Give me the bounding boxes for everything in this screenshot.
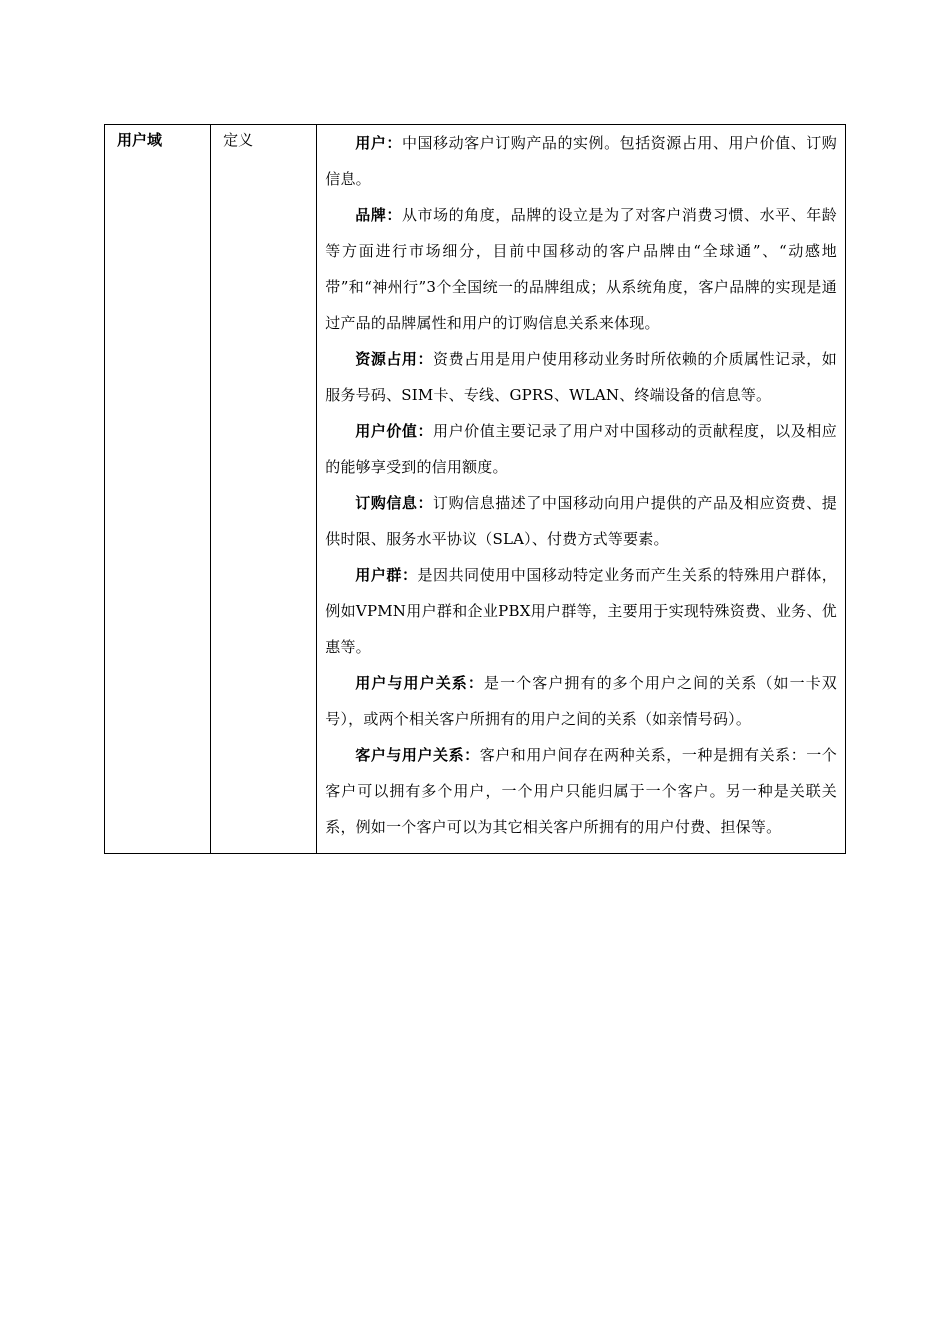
definition-term: 资源占用 [355, 350, 418, 368]
definition-text: 从市场的角度，品牌的设立是为了对客户消费习惯、水平、年龄等方面进行市场细分，目前中国移动的客户品牌由“全球通”、“动感地带”和“神州行”3个全国统一的品牌组成；从系统角度，客户品牌的实现是通过产品的品牌属性和用户的订购信息关系来体现。 [325, 206, 838, 332]
definition-text: 中国移动客户订购产品的实例。包括资源占用、用户价值、订购信息。 [325, 134, 838, 188]
definition-text: 用户价值主要记录了用户对中国移动的贡献程度，以及相应的能够享受到的信用额度。 [325, 422, 837, 476]
definition-term: 用户群 [355, 566, 402, 584]
definition-paragraph: 用户价值：用户价值主要记录了用户对中国移动的贡献程度，以及相应的能够享受到的信用额度。 [325, 422, 837, 476]
definition-term: 客户与用户关系 [355, 746, 465, 764]
definition-term: 用户价值 [355, 422, 418, 440]
definition-term: 品牌 [355, 206, 387, 224]
definition-text: 资费占用是用户使用移动业务时所依赖的介质属性记录，如服务号码、SIM卡、专线、GPRS、WLAN、终端设备的信息等。 [325, 350, 837, 404]
definition-text: 客户和用户间存在两种关系，一种是拥有关系：一个客户可以拥有多个用户，一个用户只能归属于一个客户。另一种是关联关系，例如一个客户可以为其它相关客户所拥有的用户付费、担保等。 [325, 746, 838, 836]
definition-paragraph: 资源占用：资费占用是用户使用移动业务时所依赖的介质属性记录，如服务号码、SIM卡、专线、GPRS、WLAN、终端设备的信息等。 [325, 350, 837, 404]
definition-term: 用户与用户关系 [355, 674, 468, 692]
definition-paragraph: 品牌：从市场的角度，品牌的设立是为了对客户消费习惯、水平、年龄等方面进行市场细分，目前中国移动的客户品牌由“全球通”、“动感地带”和“神州行”3个全国统一的品牌组成；从系统角度，客户品牌的实现是通过产品的品牌属性和用户的订购信息关系来体现。 [325, 206, 838, 332]
definition-text: 是因共同使用中国移动特定业务而产生关系的特殊用户群体，例如VPMN用户群和企业PBX用户群等，主要用于实现特殊资费、业务、优惠等。 [325, 566, 838, 656]
domain-cell: 用户域 [105, 125, 211, 854]
definition-paragraph: 订购信息：订购信息描述了中国移动向用户提供的产品及相应资费、提供时限、服务水平协议（SLA）、付费方式等要素。 [325, 494, 837, 548]
definition-term: 用户 [355, 134, 387, 152]
definition-term: 订购信息 [355, 494, 418, 512]
definition-text: 订购信息描述了中国移动向用户提供的产品及相应资费、提供时限、服务水平协议（SLA）、付费方式等要素。 [325, 494, 837, 548]
definition-table [104, 124, 846, 854]
definition-paragraph: 用户群：是因共同使用中国移动特定业务而产生关系的特殊用户群体，例如VPMN用户群和企业PBX用户群等，主要用于实现特殊资费、业务、优惠等。 [325, 566, 838, 656]
content-cell [317, 125, 846, 854]
table-row [105, 125, 846, 854]
definition-paragraph: 客户与用户关系：客户和用户间存在两种关系，一种是拥有关系：一个客户可以拥有多个用户，一个用户只能归属于一个客户。另一种是关联关系，例如一个客户可以为其它相关客户所拥有的用户付费、担保等。 [325, 746, 838, 836]
definition-text: 是一个客户拥有的多个用户之间的关系（如一卡双号），或两个相关客户所拥有的用户之间的关系（如亲情号码）。 [325, 674, 837, 728]
type-cell: 定义 [211, 125, 317, 854]
definition-paragraph: 用户：中国移动客户订购产品的实例。包括资源占用、用户价值、订购信息。 [325, 134, 838, 188]
definition-paragraph: 用户与用户关系：是一个客户拥有的多个用户之间的关系（如一卡双号），或两个相关客户所拥有的用户之间的关系（如亲情号码）。 [325, 674, 837, 728]
